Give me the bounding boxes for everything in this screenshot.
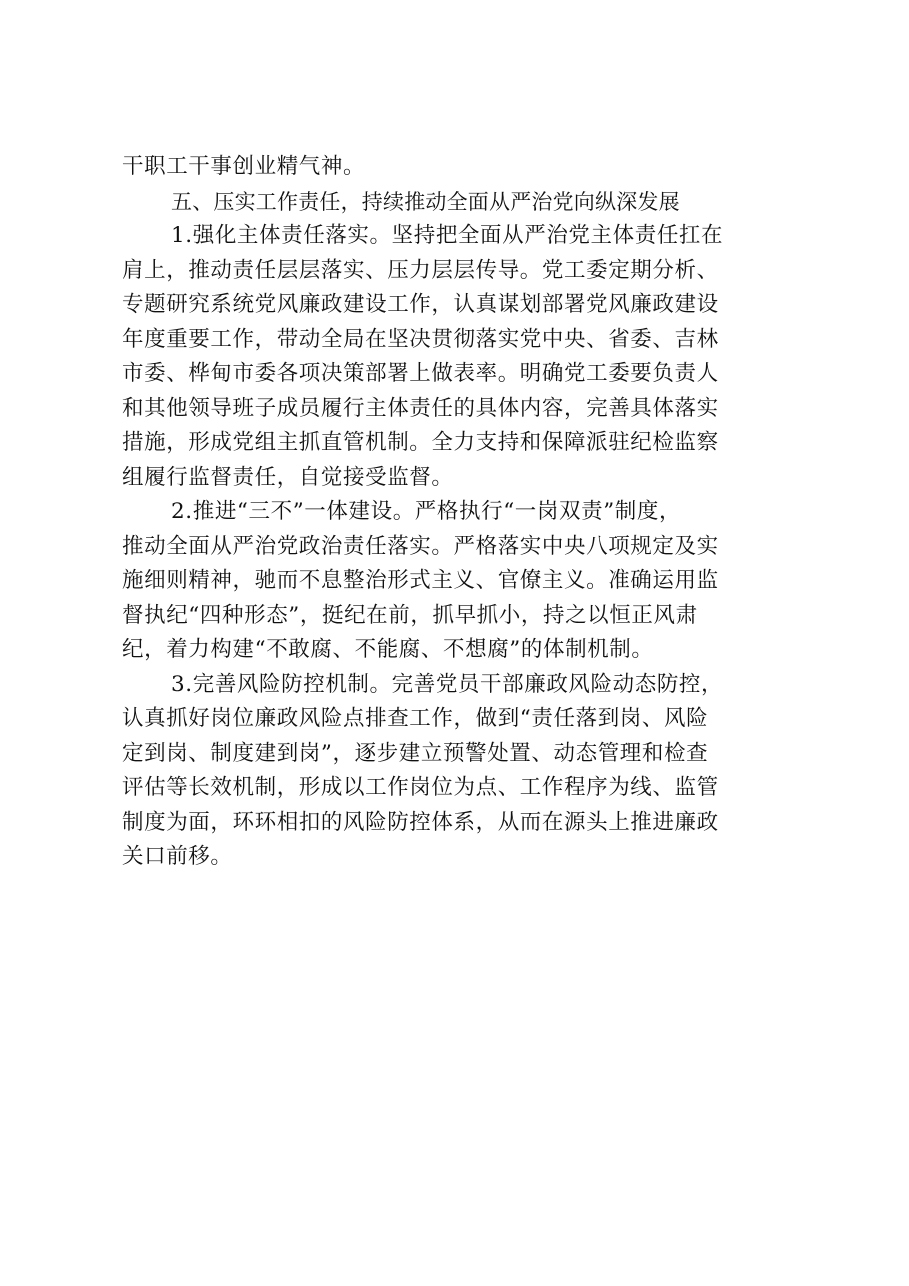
paragraph-line: 3.完善风险防控机制。完善党员干部廉政风险动态防控， bbox=[171, 671, 724, 697]
paragraph-line: 肩上，推动责任层层落实、压力层层传导。党工委定期分析、 bbox=[122, 257, 719, 283]
paragraph-line: 组履行监督责任，自觉接受监督。 bbox=[122, 464, 454, 490]
paragraph-3 bbox=[122, 668, 802, 875]
paragraph-line: 推动全面从严治党政治责任落实。严格落实中央八项规定及实 bbox=[122, 533, 719, 559]
paragraph-line: 1.强化主体责任落实。坚持把全面从严治党主体责任扛在 bbox=[171, 223, 724, 248]
paragraph-line: 市委、桦甸市委各项决策部署上做表率。明确党工委要负责人 bbox=[122, 361, 719, 386]
paragraph-line: 措施，形成党组主抓直管机制。全力支持和保障派驻纪检监察 bbox=[122, 430, 719, 455]
paragraph-line: 和其他领导班子成员履行主体责任的具体内容，完善具体落实 bbox=[122, 395, 719, 421]
paragraph-line: 认真抓好岗位廉政风险点排查工作，做到“责任落到岗、风险 bbox=[122, 706, 709, 731]
paragraph-line: 定到岗、制度建到岗”，逐步建立预警处置、动态管理和检查 bbox=[122, 740, 709, 766]
paragraph-line: 制度为面，环环相扣的风险防控体系，从而在源头上推进廉政 bbox=[122, 809, 719, 835]
paragraph-line: 评估等长效机制，形成以工作岗位为点、工作程序为线、监管 bbox=[122, 775, 719, 800]
paragraph-line: 年度重要工作，带动全局在坚决贯彻落实党中央、省委、吉林 bbox=[122, 326, 719, 352]
paragraph-line: 关口前移。 bbox=[122, 844, 233, 869]
document-body bbox=[122, 150, 802, 875]
paragraph-2 bbox=[122, 495, 802, 668]
paragraph-line: 督执纪“四种形态”，挺纪在前，抓早抓小，持之以恒正风肃 bbox=[122, 602, 698, 628]
section-heading: 五、压实工作责任，持续推动全面从严治党向纵深发展 bbox=[171, 189, 680, 214]
paragraph-line: 纪，着力构建“不敢腐、不能腐、不想腐”的体制机制。 bbox=[122, 637, 654, 662]
paragraph-line: 施细则精神，驰而不息整治形式主义、官僚主义。准确运用监 bbox=[122, 568, 719, 593]
continuation-line: 干职工干事创业精气神。 bbox=[122, 154, 366, 179]
paragraph-line: 2.推进“三不”一体建设。严格执行“一岗双责”制度， bbox=[171, 499, 682, 524]
paragraph-1 bbox=[122, 219, 802, 495]
paragraph-line: 专题研究系统党风廉政建设工作，认真谋划部署党风廉政建设 bbox=[122, 292, 719, 317]
